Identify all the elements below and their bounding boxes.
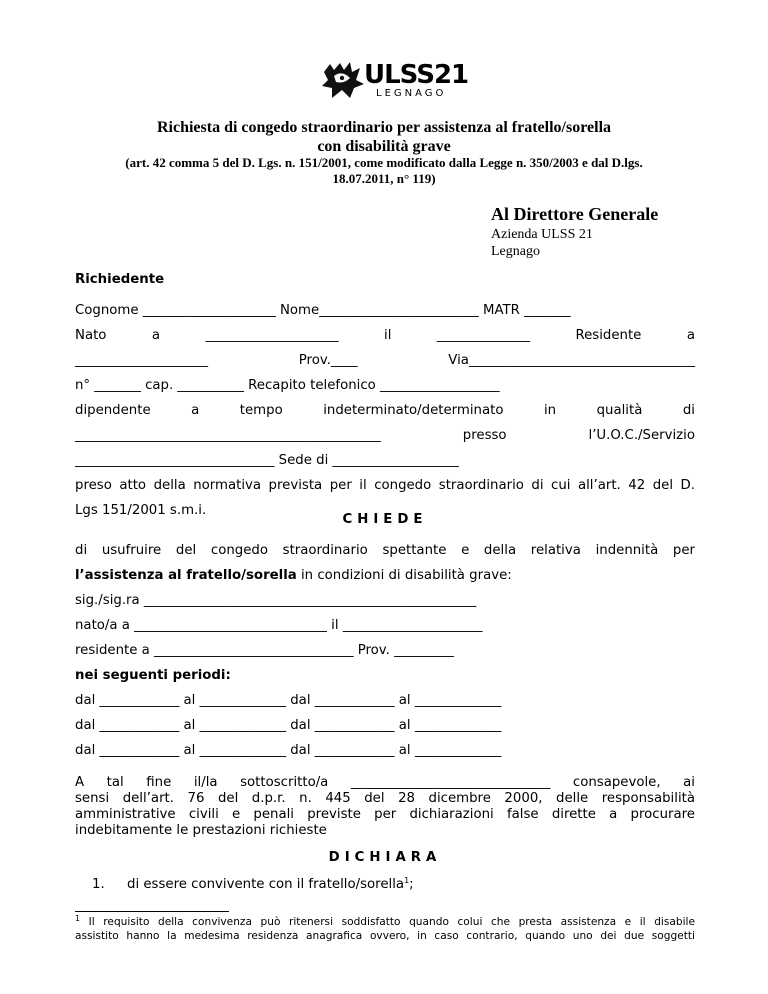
- logo-subtitle: LEGNAGO: [376, 88, 447, 99]
- list-item-text: di essere convivente con il fratello/sorella: [127, 877, 405, 892]
- list-item: [92, 877, 414, 892]
- section-richiedente: Richiedente: [75, 272, 165, 287]
- usufruire-line-2: [75, 568, 695, 583]
- footnote-line-2: assistito hanno la medesima residenza anagrafica ovvero, in caso contrario, quando uno dei due soggetti: [75, 930, 695, 942]
- footnote-separator: [75, 911, 229, 912]
- field-row-sig[interactable]: sig./sig.ra __________________________________________________: [75, 593, 477, 608]
- usufruire-rest: in condizioni di disabilità grave:: [296, 568, 512, 583]
- footnote: [75, 915, 695, 943]
- preso-atto-line-1: preso atto della normativa prevista per il congedo straordinario di cui all’art. 42 del D.: [75, 478, 695, 493]
- period-row[interactable]: dal ____________ al _____________ dal ____________ al _____________: [75, 743, 502, 758]
- ulss-lion-logo-icon: [320, 60, 366, 102]
- footnote-line-1: $^1$ Il requisito della convivenza può ritenersi soddisfatto quando colui che presta assistenza e il disabile: [75, 914, 696, 928]
- field-row-cognome[interactable]: Cognome ____________________ Nome________________________ MATR _______: [75, 303, 571, 318]
- field-row-residente[interactable]: residente a ______________________________ Prov. _________: [75, 643, 454, 658]
- logo-brand: ULSS21: [364, 60, 469, 90]
- declaration-line-3: amministrative civili e penali previste per dichiarazioni false dirette a procurare: [75, 807, 695, 822]
- field-row-prov[interactable]: ____________________ Prov.____ Via__________________________________: [75, 353, 695, 368]
- footnote-marker: 1: [75, 914, 81, 923]
- dichiara-heading: DICHIARA: [328, 850, 442, 865]
- declaration-line-1[interactable]: A tal fine il/la sottoscritto/a ______________________________ consapevole, ai: [75, 775, 695, 790]
- periodi-label: nei seguenti periodi:: [75, 668, 231, 683]
- declaration-paragraph: [75, 775, 695, 839]
- declaration-line-2: sensi dell’art. 76 del d.p.r. n. 445 del 28 dicembre 2000, delle responsabilità: [75, 791, 695, 806]
- usufruire-bold: l’assistenza al fratello/sorella: [75, 568, 297, 583]
- list-item-number: 1.: [92, 877, 105, 892]
- declaration-line-4: indebitamente le prestazioni richieste: [75, 823, 327, 838]
- subtitle-line-1: (art. 42 comma 5 del D. Lgs. n. 151/2001, come modificato dalla Legge n. 350/2003 e dal D.lgs.: [125, 155, 643, 170]
- usufruire-line-1: di usufruire del congedo straordinario spettante e della relativa indennità per: [75, 543, 695, 558]
- title-line-1: Richiesta di congedo straordinario per assistenza al fratello/sorella: [156, 119, 612, 136]
- field-row-nato[interactable]: Nato a ____________________ il ______________ Residente a: [75, 328, 695, 343]
- preso-atto-line-2: Lgs 151/2001 s.m.i.: [75, 503, 207, 518]
- chiede-heading: CHIEDE: [342, 512, 428, 527]
- footnote-reference[interactable]: 1: [404, 876, 410, 885]
- recipient-line-1: Azienda ULSS 21: [491, 227, 593, 242]
- recipient-title: Al Direttore Generale: [491, 204, 659, 224]
- list-item-tail: ;: [409, 877, 414, 892]
- logo: [320, 60, 469, 102]
- recipient-block: [491, 202, 721, 260]
- field-row-presso[interactable]: ______________________________________________ presso l’U.O.C./Servizio: [75, 428, 695, 443]
- document-subtitle: [60, 155, 708, 187]
- title-line-2: con disabilità grave: [317, 138, 451, 155]
- period-row[interactable]: dal ____________ al _____________ dal ____________ al _____________: [75, 718, 502, 733]
- field-row-dipendente: dipendente a tempo indeterminato/determinato in qualità di: [75, 403, 695, 418]
- document-title: [60, 118, 708, 156]
- field-row-cap[interactable]: n° _______ cap. __________ Recapito telefonico __________________: [75, 378, 500, 393]
- period-row[interactable]: dal ____________ al _____________ dal ____________ al _____________: [75, 693, 502, 708]
- subtitle-line-2: 18.07.2011, n° 119): [332, 171, 436, 186]
- field-row-sede[interactable]: ______________________________ Sede di ___________________: [75, 453, 459, 468]
- recipient-line-2: Legnago: [491, 244, 540, 259]
- field-row-natoa[interactable]: nato/a a _____________________________ il _____________________: [75, 618, 483, 633]
